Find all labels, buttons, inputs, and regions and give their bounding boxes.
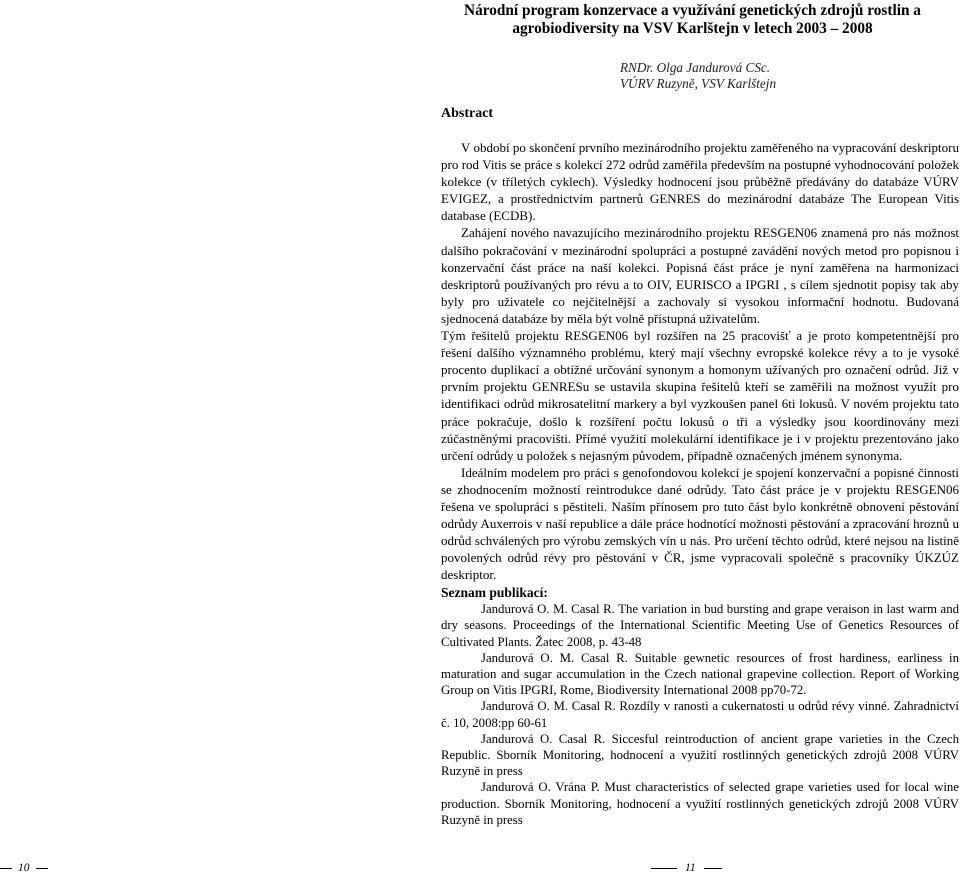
footer-right <box>651 862 722 874</box>
footer-rule <box>704 868 722 869</box>
author-name: RNDr. Olga Jandurová CSc. <box>620 60 771 75</box>
page-number-right: 11 <box>685 862 696 874</box>
footer-left <box>0 862 48 874</box>
author-block <box>620 60 776 92</box>
publications-heading: Seznam publikací: <box>441 585 548 600</box>
footer-rule <box>0 868 12 869</box>
abstract-body <box>441 139 959 583</box>
publication-item: Jandurová O. M. Casal R. The variation in bud bursting and grape veraison in last warm and dry seasons. Proceedings of the International Scientific Meeting Use of Genetics Resources of Cultivated Plants. Žatec 2008, p. 43-48 <box>441 602 959 649</box>
abstract-paragraph: Ideálním modelem pro práci s genofondovou kolekcí je spojení konzervační a popisné činnosti se zhodnocením možností reintrodukce dané odrůdy. Tato část práce je v projektu RESGEN06 řešena ve spolupráci s pěstiteli. Naším přínosem pro tuto část bylo konkrétně obnovení pěstování odrůdy Auxerrois v naší republice a dále práce hodnotící možnosti pěstování a zpracování hroznů u odrůd schválených pro výrobu zemských vín u nás. Pro určení těchto odrůd, které nejsou na listině povolených odrůd révy pro pěstování v ČR, jsme vypracovali společně s pracovníky ÚKZÚZ deskriptor. <box>441 464 959 583</box>
abstract-paragraph: Zahájení nového navazujícího mezinárodního projektu RESGEN06 znamená pro nás možnost dalšího pokračování v mezinárodní spolupráci a postupné zavádění nových metod pro popisnou i konzervační část práce na naší kolekci. Popisná část práce je nyní zaměřena na harmonizaci deskriptorů používaných pro révu a to OIV, EURISCO a IPGRI , s cílem sjednotit popisy tak aby byly pro uživatele co nejčitelnější a zachovaly si vysokou informační hodnotu. Budovaná sjednocená databáze by měla být volně přístupná uživatelům. <box>441 225 959 326</box>
document-title <box>440 2 945 38</box>
abstract-paragraph: V období po skončení prvního mezinárodního projektu zaměřeného na vypracování deskriptoru pro rod Vitis se práce s kolekcí 272 odrůd zaměřila především na postupné vyhodnocování položek kolekce (v tříletých cyklech). Výsledky hodnocení jsou průběžně předávány do databáze VÚRV EVIGEZ, a prostřednictvím partnerů GENRES do mezinárodní databáze The European Vitis database (ECDB). <box>441 140 959 224</box>
footer-rule <box>651 868 677 869</box>
author-affiliation: VÚRV Ruzyně, VSV Karlštejn <box>620 76 777 91</box>
title-line-2: agrobiodiversity na VSV Karlštejn v letech 2003 – 2008 <box>512 20 873 37</box>
title-line-1: Národní program konzervace a využívání genetických zdrojů rostlin a <box>464 2 921 19</box>
publication-item: Jandurová O. M. Casal R. Rozdíly v ranosti a cukernatosti u odrůd révy vinné. Zahradnictví č. 10, 2008:pp 60-61 <box>441 699 959 730</box>
publication-item: Jandurová O. Casal R. Siccesful reintroduction of ancient grape varieties in the Czech Republic. Sborník Monitoring, hodnocení a využití rostlinných genetických zdrojů 2008 VÚRV Ruzyně in press <box>441 731 959 779</box>
publications-section <box>441 585 959 828</box>
publication-item: Jandurová O. M. Casal R. Suitable gewnetic resources of frost hardiness, earliness in maturation and sugar accumulation in the Czech national grapevine collection. Report of Working Group on Vitis IPGRI, Rome, Biodiversity International 2008 pp70-72. <box>441 650 959 698</box>
page-number-left: 10 <box>18 862 30 874</box>
publication-item: Jandurová O. Vrána P. Must characteristics of selected grape varieties used for local wine production. Sborník Monitoring, hodnocení a využití rostlinných genetických zdrojů 2008 VÚRV Ruzyně in press <box>441 780 959 827</box>
footer-rule <box>36 868 48 869</box>
abstract-paragraph: Tým řešitelů projektu RESGEN06 byl rozšířen na 25 pracovišť a je proto kompetentnější pro řešení dalšího významného problému, který mají všechny evropské kolekce révy a to je vysoké procento duplikací a obtížné určování synonym a homonym užívaných pro označení odrůd. Již v prvním projektu GENRESu se ustavila skupina řešitelů kteří se zaměřili na možnost využít pro identifikaci odrůd mikrosatelitní markery a byl vyzkoušen panel 6ti lokusů. V novém projektu tato práce pokračuje, došlo k rozšíření počtu lokusů o tři a výsledky jsou koordinovány mezi zúčastněnými pracovišti. Přímé využití molekulární identifikace je i v projektu prezentováno jako určení odrůdy u položek s nejasným původem, případně označených jménem synonyma. <box>441 328 959 463</box>
abstract-heading: Abstract <box>441 106 494 121</box>
